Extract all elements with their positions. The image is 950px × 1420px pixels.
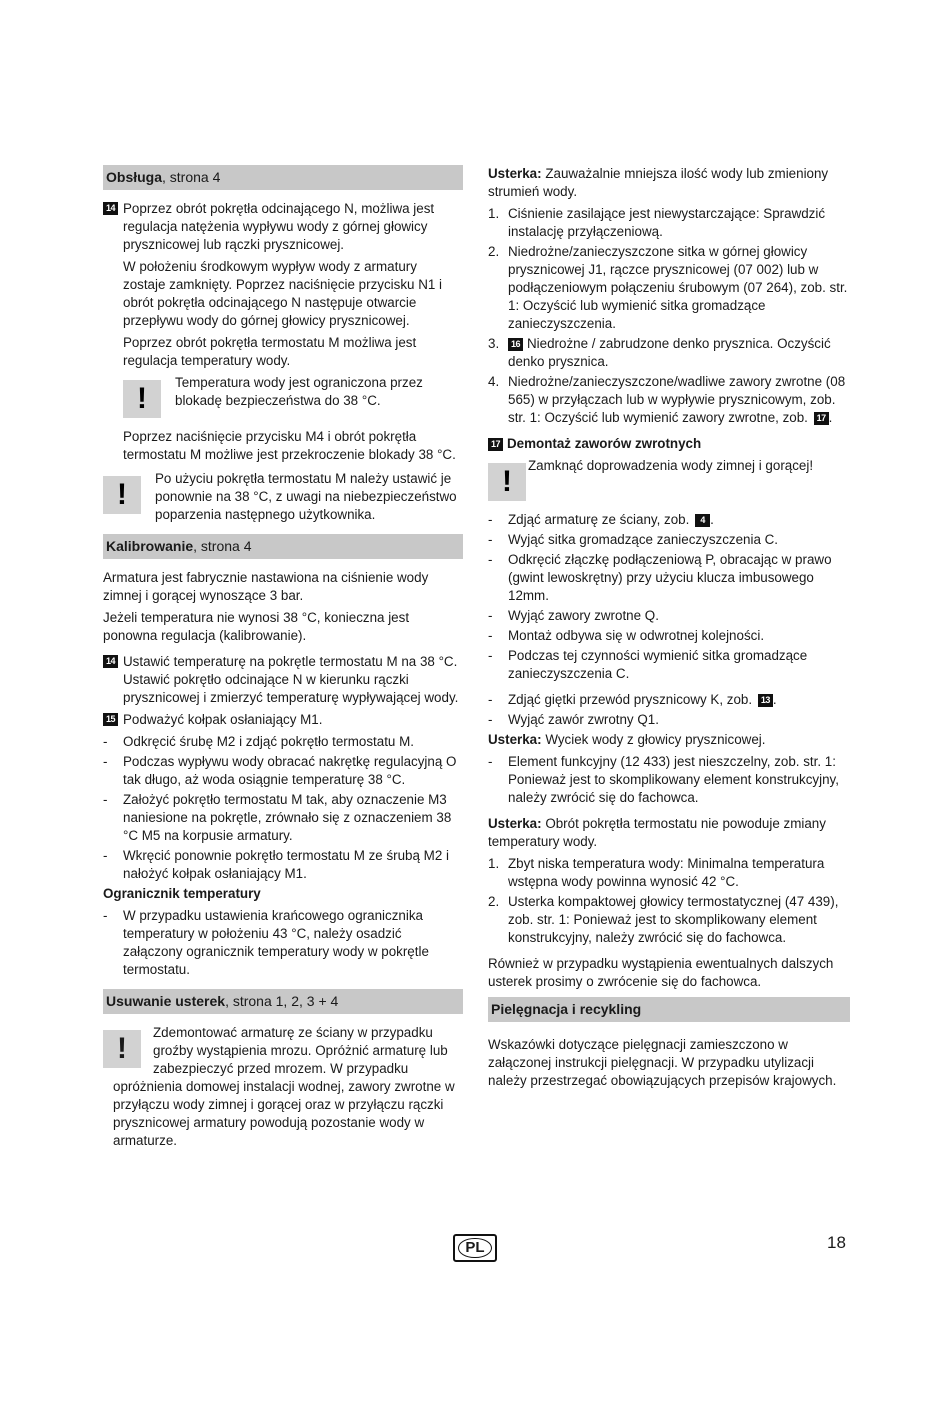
left-column bbox=[103, 165, 463, 1154]
step-14-obsluga bbox=[103, 200, 463, 254]
header-bold: Obsługa bbox=[106, 169, 163, 185]
subheading-demontaz bbox=[488, 435, 850, 453]
warning-text: Temperatura wody jest ograniczona przez blokadę bezpieczeństwa do 38 °C. bbox=[175, 375, 423, 408]
section-header-kalibrowanie bbox=[103, 534, 463, 559]
item-text: Usterka kompaktowej głowicy termostatycznej (47 439), zob. str. 1: Ponieważ jest to skomplikowany element konstrukcyjny, należy zwrócić się do fachowca. bbox=[508, 894, 839, 945]
list-item: - Wkręcić ponownie pokrętło termostatu M ze śrubą M2 i nałożyć kołpak osłaniający M1. bbox=[103, 847, 463, 883]
list-item: - Zdjąć armaturę ze ściany, zob. 4 . bbox=[488, 511, 850, 529]
section-header-obsluga bbox=[103, 165, 463, 190]
item-number: 4. bbox=[488, 374, 500, 389]
item-number: 3. bbox=[488, 336, 500, 351]
step-15 bbox=[103, 711, 463, 729]
numbered-item bbox=[488, 893, 850, 947]
paragraph: Poprzez obrót pokrętła odcinającego N, możliwa jest regulacja natężenia wypływu wody z górnej głowicy prysznicowej lub rączki prysznicowej. bbox=[123, 201, 435, 252]
fault-text: Obrót pokrętła termostatu nie powoduje zmiany temperatury wody. bbox=[488, 816, 826, 849]
step-14-kalibrowanie bbox=[103, 653, 463, 707]
list-item: - Podczas tej czynności wymienić sitka gromadzące zanieczyszczenia C. bbox=[488, 647, 850, 683]
figure-ref-badge: 16 bbox=[508, 338, 523, 351]
section-header-pielegnacja: Pielęgnacja i recykling bbox=[488, 997, 850, 1022]
figure-ref-badge: 17 bbox=[488, 438, 503, 451]
list-item: - Odkręcić śrubę M2 i zdjąć pokrętło termostatu M. bbox=[103, 733, 463, 751]
fault-text: Wyciek wody z głowicy prysznicowej. bbox=[541, 732, 766, 747]
fault-label: Usterka: bbox=[488, 166, 542, 181]
list-item: - Założyć pokrętło termostatu M tak, aby oznaczenie M3 naniesione na pokrętle, zrównało się z oznaczeniem 38 °C M5 na korpusie armatury. bbox=[103, 791, 463, 845]
item-number: 1. bbox=[488, 206, 500, 221]
warning-text: Zdemontować armaturę ze ściany w przypadku groźby wystąpienia mrozu. Opróżnić armaturę lub zabezpieczyć przed mrozem. W przypadku opróżnienia domowej instalacji wodnej, zawory zwrotne w przyłączu wody zimnej i gorącej oraz w przyłączu rączki prysznicowej armatury powodują pozostanie wody w armaturze. bbox=[113, 1025, 455, 1148]
warning-icon: ! bbox=[103, 476, 141, 514]
numbered-item bbox=[488, 335, 850, 371]
list-item: - Wyjąć zawór zwrotny Q1. bbox=[488, 711, 850, 729]
figure-ref-badge: 4 bbox=[695, 514, 710, 527]
section-header-usuwanie bbox=[103, 989, 463, 1014]
numbered-item bbox=[488, 855, 850, 891]
paragraph: Podważyć kołpak osłaniający M1. bbox=[123, 712, 323, 727]
warning-box bbox=[488, 457, 850, 501]
figure-ref-badge: 13 bbox=[758, 694, 773, 707]
header-bold: Usuwanie usterek bbox=[106, 993, 226, 1009]
warning-box bbox=[103, 374, 463, 418]
paragraph: W położeniu środkowym wypływ wody z armatury zostaje zamknięty. Poprzez naciśnięcie przycisku N1 i obrót pokrętła odcinającego N następuje otwarcie przepływu wody do górnej głowicy prysznicowej. bbox=[123, 259, 443, 328]
list-item: - W przypadku ustawienia krańcowego ogranicznika temperatury w położeniu 43 °C, należy osadzić załączony ogranicznik temperatury wody w pokrętle termostatu. bbox=[103, 907, 463, 979]
item-number: 1. bbox=[488, 856, 500, 871]
warning-icon: ! bbox=[123, 380, 161, 418]
numbered-item bbox=[488, 205, 850, 241]
list-item: - Montaż odbywa się w odwrotnej kolejności. bbox=[488, 627, 850, 645]
item-text: Zdjąć armaturę ze ściany, zob. bbox=[508, 512, 690, 527]
warning-text: Zamknąć doprowadzenia wody zimnej i gorącej! bbox=[528, 458, 814, 473]
list-item: - Wyjąć zawory zwrotne Q. bbox=[488, 607, 850, 625]
figure-ref-badge: 14 bbox=[103, 202, 118, 215]
list-item: - Wyjąć sitka gromadzące zanieczyszczenia C. bbox=[488, 531, 850, 549]
fault-2 bbox=[488, 731, 850, 749]
fault-3 bbox=[488, 815, 850, 851]
item-text: Ciśnienie zasilające jest niewystarczające: Sprawdzić instalację przyłączeniową. bbox=[508, 206, 826, 239]
paragraph: Wskazówki dotyczące pielęgnacji zamieszczono w załączonej instrukcji pielęgnacji. W przypadku utylizacji należy przestrzegać obowiązujących przepisów krajowych. bbox=[488, 1037, 837, 1088]
item-number: 2. bbox=[488, 244, 500, 259]
warning-icon: ! bbox=[488, 463, 526, 501]
language-code: PL bbox=[458, 1238, 491, 1258]
list-item: - Zdjąć giętki przewód prysznicowy K, zob. 13 . bbox=[488, 691, 850, 709]
fault-text: Zauważalnie mniejsza ilość wody lub zmieniony strumień wody. bbox=[488, 166, 829, 199]
warning-box bbox=[103, 470, 463, 524]
paragraph: Armatura jest fabrycznie nastawiona na ciśnienie wody zimnej i gorącej wynoszące 3 bar. bbox=[103, 570, 429, 603]
paragraph: Ustawić temperaturę na pokrętle termostatu M na 38 °C. Ustawić pokrętło odcinające N w kierunku rączki prysznicowej i zmierzyć temperaturę wypływającej wody. bbox=[123, 654, 459, 705]
list-item: - Podczas wypływu wody obracać nakrętkę regulacyjną O tak długo, aż woda osiągnie temperaturę 38 °C. bbox=[103, 753, 463, 789]
item-text: Niedrożne/zanieczyszczone/wadliwe zawory zwrotne (08 565) w przyłączach lub w wypływie prysznicowym, zob. str. 1: Oczyścić lub wymienić zawory zwrotne, zob. bbox=[508, 374, 846, 425]
subheading-ogranicznik: Ogranicznik temperatury bbox=[103, 886, 261, 901]
fault-label: Usterka: bbox=[488, 732, 542, 747]
figure-ref-badge: 14 bbox=[103, 655, 118, 668]
numbered-item bbox=[488, 243, 850, 333]
warning-box bbox=[103, 1024, 463, 1150]
paragraph: Jeżeli temperatura nie wynosi 38 °C, konieczna jest ponowna regulacja (kalibrowanie). bbox=[103, 610, 410, 643]
page-number: 18 bbox=[827, 1233, 846, 1252]
paragraph: Również w przypadku wystąpienia ewentualnych dalszych usterek prosimy o zwrócenie się do fachowca. bbox=[488, 956, 834, 989]
warning-icon: ! bbox=[103, 1030, 141, 1068]
fault-label: Usterka: bbox=[488, 816, 542, 831]
fault-1 bbox=[488, 165, 850, 201]
list-item: - Element funkcyjny (12 433) jest nieszczelny, zob. str. 1: Ponieważ jest to skomplikowany element konstrukcyjny, należy zwrócić się do fachowca. bbox=[488, 753, 850, 807]
header-rest: , strona 4 bbox=[193, 538, 252, 554]
figure-ref-badge: 17 bbox=[814, 412, 829, 425]
right-column bbox=[488, 165, 850, 1094]
header-bold: Kalibrowanie bbox=[106, 538, 194, 554]
item-text: Zdjąć giętki przewód prysznicowy K, zob. bbox=[508, 692, 753, 707]
warning-text: Po użyciu pokrętła termostatu M należy ustawić je ponownie na 38 °C, z uwagi na niebezpieczeństwo poparzenia następnego użytkownika. bbox=[155, 471, 457, 522]
item-text: Niedrożne / zabrudzone denko prysznica. Oczyścić denko prysznica. bbox=[508, 336, 831, 369]
item-number: 2. bbox=[488, 894, 500, 909]
item-text: Zbyt niska temperatura wody: Minimalna temperatura wstępna wody powinna wynosić 42 °C. bbox=[508, 856, 825, 889]
list-item: - Odkręcić złączkę podłączeniową P, obracając w prawo (gwint lewoskrętny) przy użyciu klucza imbusowego 12mm. bbox=[488, 551, 850, 605]
subheading-text: Demontaż zaworów zwrotnych bbox=[507, 436, 702, 451]
language-badge bbox=[453, 1234, 497, 1262]
numbered-item: 4. Niedrożne/zanieczyszczone/wadliwe zawory zwrotne (08 565) w przyłączach lub w wypływie prysznicowym, zob. str. 1: Oczyścić lub wymienić zawory zwrotne, zob. 17 . bbox=[488, 374, 846, 425]
paragraph: Poprzez naciśnięcie przycisku M4 i obrót pokrętła termostatu M możliwe jest przekroczenie blokady 38 °C. bbox=[123, 429, 456, 462]
item-text: Niedrożne/zanieczyszczone sitka w górnej głowicy prysznicowej J1, rączce prysznicowej (07 002) lub w podłączeniowym połączeniu śrubowym (07 264), zob. str. 1: Oczyścić lub wymienić sitka gromadzące zanieczyszczenia. bbox=[508, 244, 848, 331]
paragraph: Poprzez obrót pokrętła termostatu M możliwa jest regulacja temperatury wody. bbox=[123, 335, 417, 368]
header-rest: , strona 1, 2, 3 + 4 bbox=[225, 993, 339, 1009]
header-rest: , strona 4 bbox=[162, 169, 221, 185]
figure-ref-badge: 15 bbox=[103, 713, 118, 726]
